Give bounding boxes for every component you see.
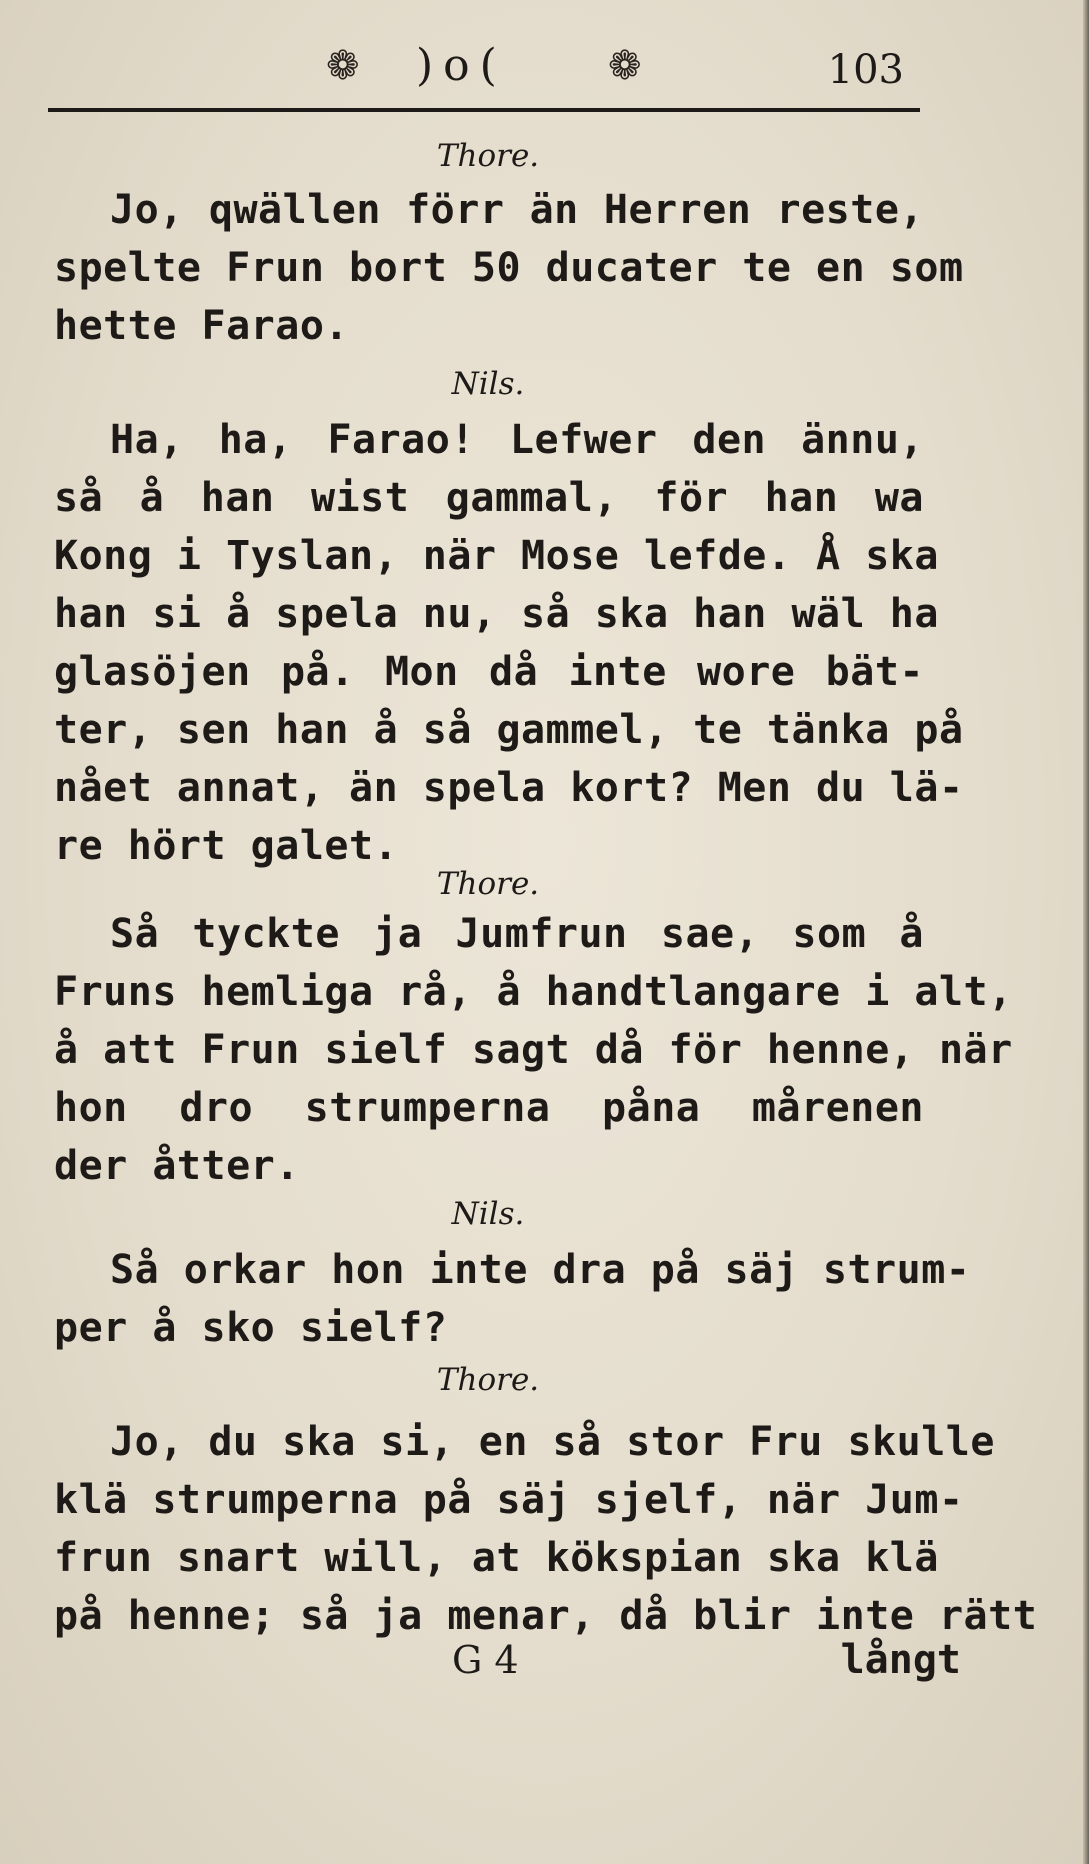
speaker-name: Thore.	[436, 138, 540, 174]
text-line: så å han wist gammal, för han wa	[54, 475, 924, 521]
text-line: Fruns hemliga rå, å handtlangare i alt,	[54, 969, 1013, 1015]
flower-ornament-icon: ❁	[608, 43, 642, 89]
text-line: hette Farao.	[54, 303, 349, 349]
speaker-name: Thore.	[436, 866, 540, 902]
text-line: Så tyckte ja Jumfrun sae, som å	[110, 911, 924, 957]
text-line: han si å spela nu, så ska han wäl ha	[54, 591, 939, 637]
text-line: hon dro strumperna påna mårenen	[54, 1085, 924, 1131]
header-mark: )o(	[416, 40, 507, 91]
text-line: glasöjen på. Mon då inte wore bät-	[54, 649, 924, 695]
signature-mark: G 4	[452, 1638, 519, 1682]
text-line: klä strumperna på säj sjelf, när Jum-	[54, 1477, 964, 1523]
text-line: nået annat, än spela kort? Men du lä-	[54, 765, 964, 811]
text-line: per å sko sielf?	[54, 1305, 448, 1351]
header-rule	[48, 108, 920, 112]
speaker-name: Nils.	[451, 1196, 525, 1232]
text-line: å att Frun sielf sagt då för henne, när	[54, 1027, 1013, 1073]
text-line: frun snart will, at kökspian ska klä	[54, 1535, 939, 1581]
text-line: spelte Frun bort 50 ducater te en som	[54, 245, 964, 291]
text-line: re hört galet.	[54, 823, 399, 869]
flower-ornament-icon: ❁	[326, 43, 360, 89]
speaker-name: Thore.	[436, 1362, 540, 1398]
text-line: ter, sen han å så gammel, te tänka på	[54, 707, 964, 753]
text-line: Så orkar hon inte dra på säj strum-	[110, 1247, 971, 1293]
running-header	[48, 38, 924, 98]
speaker-name: Nils.	[451, 366, 525, 402]
catchword: långt	[840, 1637, 961, 1683]
text-line: Ha, ha, Farao! Lefwer den ännu,	[110, 417, 924, 463]
text-line: der åtter.	[54, 1143, 300, 1189]
page-number: 103	[827, 47, 904, 93]
page-edge-shadow	[1083, 0, 1089, 1864]
text-line: Jo, qwällen förr än Herren reste,	[110, 187, 924, 233]
text-line: Jo, du ska si, en så stor Fru skulle	[110, 1419, 995, 1465]
text-line: på henne; så ja menar, då blir inte rätt	[54, 1593, 1038, 1639]
text-line: Kong i Tyslan, när Mose lefde. Å ska	[54, 533, 939, 579]
